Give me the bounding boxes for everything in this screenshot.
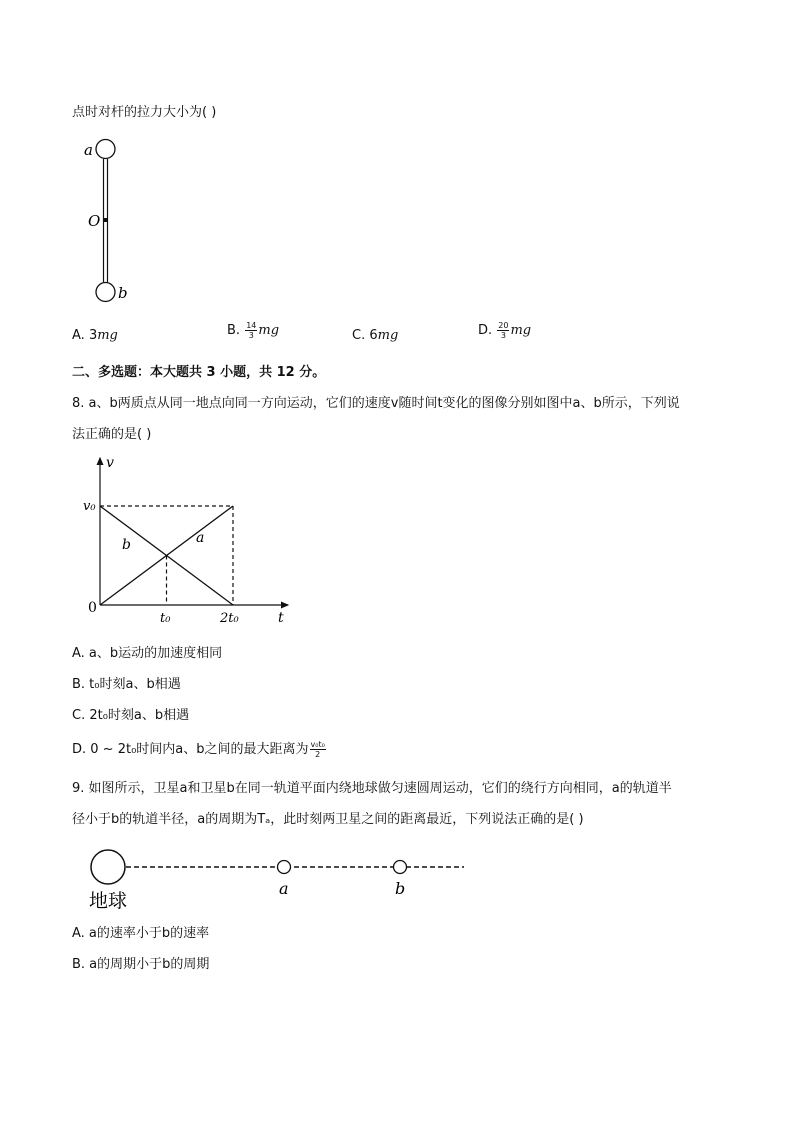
label-line-a: a bbox=[196, 530, 205, 546]
q7-option-b[interactable]: B. $\frac{14}{3}$ mg bbox=[227, 321, 280, 340]
label-a: a bbox=[84, 141, 93, 159]
q8-option-b[interactable]: B. t₀时刻a、b相遇 bbox=[72, 677, 181, 692]
label-satellite-a: a bbox=[279, 879, 289, 898]
q8-option-c[interactable]: C. 2t₀时刻a、b相遇 bbox=[72, 708, 190, 723]
q9-option-b[interactable]: B. a的周期小于b的周期 bbox=[72, 957, 210, 972]
fraction-v0t0-2: $\frac{\text{v₀t₀}}{2}$ bbox=[310, 740, 325, 759]
label-o: O bbox=[88, 212, 101, 230]
label-origin: 0 bbox=[88, 600, 97, 616]
q9-text-line1: 9. 如图所示，卫星a和卫星b在同一轨道平面内绕地球做匀速圆周运动，它们的绕行方向相同，a的轨道半 bbox=[72, 781, 672, 796]
satellite-a bbox=[278, 861, 291, 874]
rod-figure bbox=[80, 138, 140, 308]
q7-option-a[interactable]: A. 3mg bbox=[72, 328, 118, 343]
q9-option-a[interactable]: A. a的速率小于b的速率 bbox=[72, 926, 210, 941]
label-line-b: b bbox=[122, 537, 131, 553]
label-earth: 地球 bbox=[89, 890, 128, 912]
vt-graph bbox=[80, 452, 300, 632]
fraction-20-3: $\frac{20}{3}$ bbox=[498, 321, 509, 340]
axis-label-v: v bbox=[106, 455, 114, 471]
q8-option-a[interactable]: A. a、b运动的加速度相同 bbox=[72, 646, 223, 661]
earth-circle bbox=[91, 850, 125, 884]
q7-text-tail: 点时对杆的拉力大小为( ) bbox=[72, 105, 217, 120]
ball-b bbox=[96, 283, 115, 302]
label-satellite-b: b bbox=[395, 879, 406, 898]
section-2-heading: 二、多选题：本大题共 3 小题，共 12 分。 bbox=[72, 365, 326, 380]
satellite-figure bbox=[86, 846, 476, 916]
label-t0: t₀ bbox=[160, 611, 171, 626]
q8-text-line2: 法正确的是( ) bbox=[72, 427, 152, 442]
label-2t0: 2t₀ bbox=[220, 611, 239, 626]
label-b: b bbox=[118, 284, 128, 302]
fraction-14-3: $\frac{14}{3}$ bbox=[246, 321, 257, 340]
label-v0: v₀ bbox=[83, 499, 96, 514]
q7-option-c[interactable]: C. 6mg bbox=[352, 328, 399, 343]
q8-option-d[interactable]: D. 0 ~ 2t₀时间内a、b之间的最大距离为 $\frac{\text{v₀t₀}}{2}$ bbox=[72, 740, 325, 759]
satellite-b bbox=[394, 861, 407, 874]
ball-a bbox=[96, 140, 115, 159]
pivot-o bbox=[104, 218, 108, 222]
q8-text-line1: 8. a、b两质点从同一地点向同一方向运动，它们的速度v随时间t变化的图像分别如图中a、b所示，下列说 bbox=[72, 396, 680, 411]
q9-text-line2: 径小于b的轨道半径，a的周期为Tₐ，此时刻两卫星之间的距离最近，下列说法正确的是( ) bbox=[72, 812, 584, 827]
axis-label-t: t bbox=[278, 610, 284, 626]
q7-option-d[interactable]: D. $\frac{20}{3}$ mg bbox=[478, 321, 532, 340]
